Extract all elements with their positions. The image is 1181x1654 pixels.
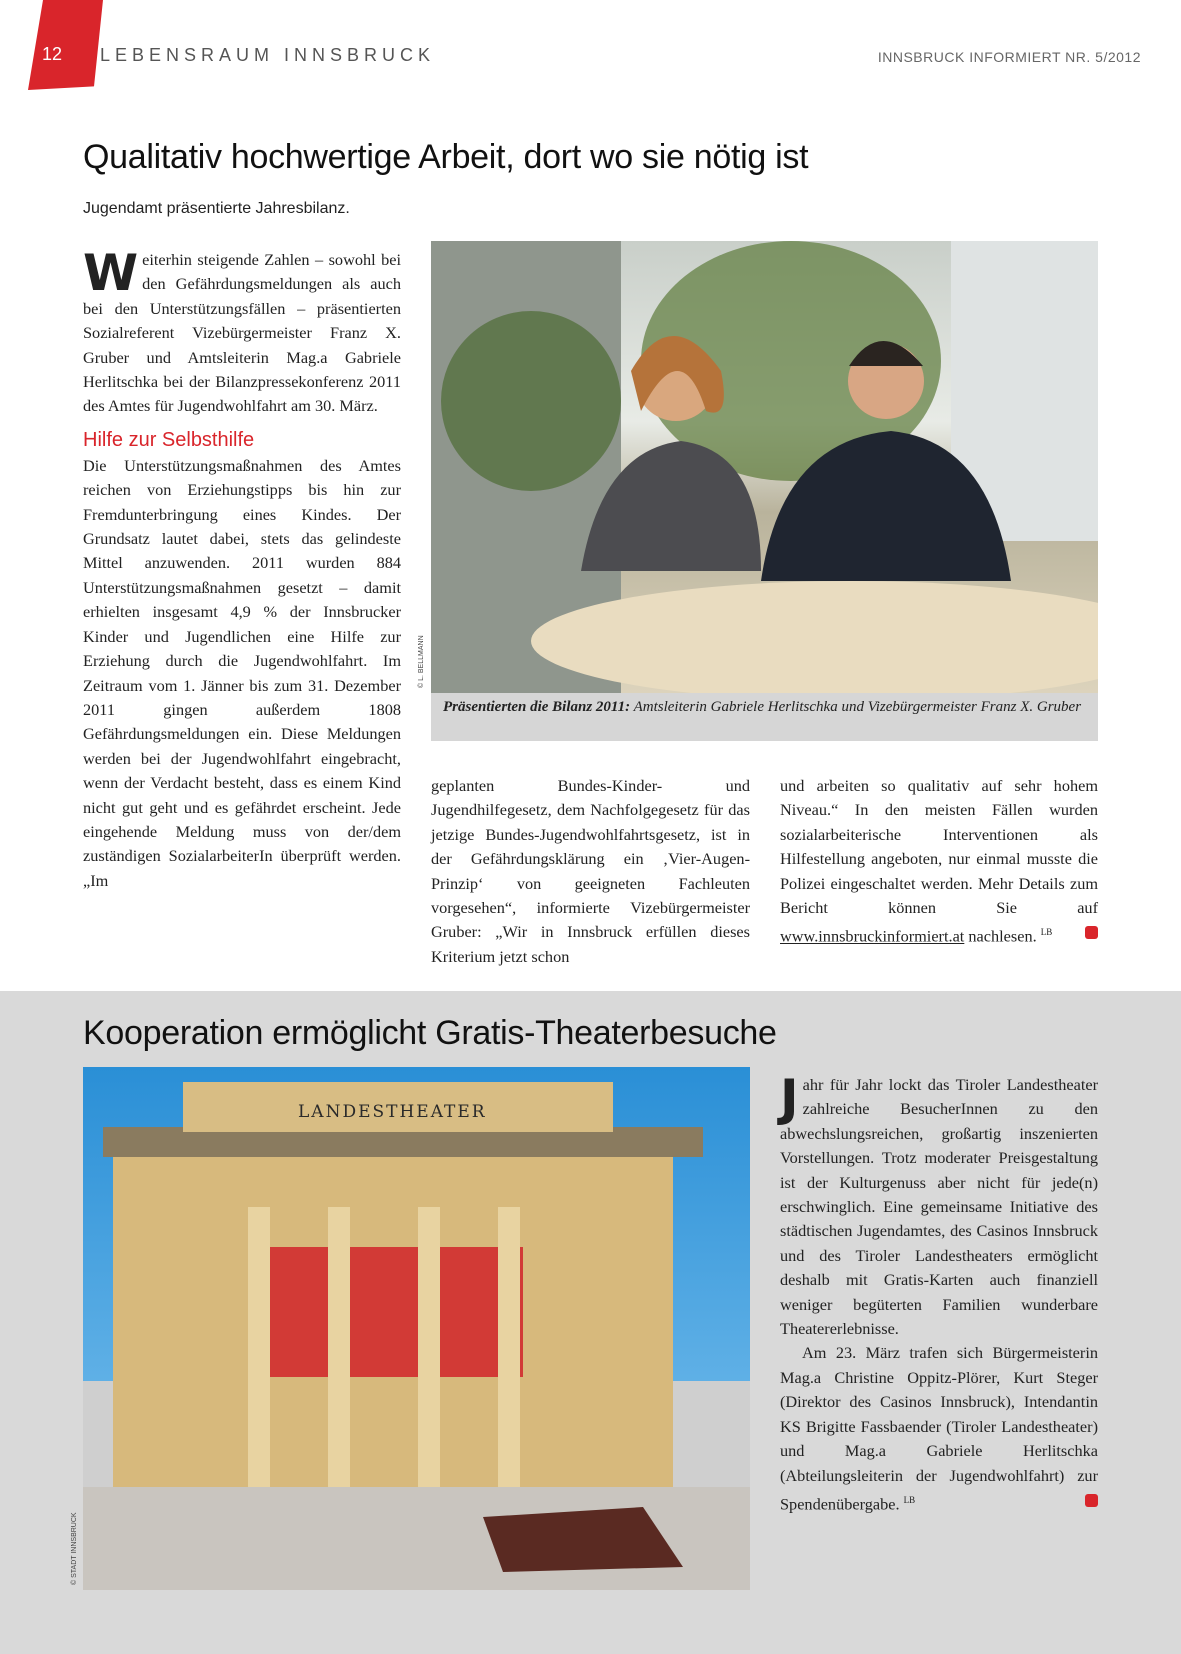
article2-title: Kooperation ermöglicht Gratis-Theaterbesuche: [83, 1014, 777, 1052]
photo-illustration: [431, 241, 1098, 693]
intro-text: eiterhin steigende Zahlen – sowohl bei den Gefährdungsmeldungen als auch bei den Unterstützungsfällen – präsentierten Sozialreferent Vizebürgermeister Franz X. Gruber und Amtsleiterin Mag.a Gabriele Herlitschka bei der Bilanzpressekonferenz 2011 des Amtes für Jugendwohlfahrt am 30. März.: [83, 250, 401, 416]
article-title: Qualitativ hochwertige Arbeit, dort wo sie nötig ist: [83, 138, 809, 176]
column-2: [431, 774, 750, 969]
end-mark-icon: [1085, 926, 1098, 939]
article-subtitle: Jugendamt präsentierte Jahresbilanz.: [83, 200, 350, 217]
drop-cap: W: [83, 244, 139, 302]
end-mark-icon: [1085, 1494, 1098, 1507]
drop-cap: J: [780, 1069, 799, 1127]
column-1: [83, 244, 401, 893]
body-text: und arbeiten so qualitativ auf sehr hohem Niveau.“ In den meisten Fällen wurden sozialarbeiterische Interventionen als Hilfestellung angeboten, nur einmal musste die Polizei eingeschaltet werden. Mehr Details zum Bericht können Sie auf: [780, 776, 1098, 918]
photo-credit: © L. BELLMANN: [418, 635, 425, 688]
website-link[interactable]: www.innsbruckinformiert.at: [780, 926, 965, 946]
article2-column: [780, 1069, 1098, 1517]
theater-illustration: [83, 1067, 750, 1590]
author-initials: LB: [1040, 927, 1053, 938]
body-text: Die Unterstützungsmaßnahmen des Amtes reichen von Erziehungstipps bis hin zur Fremdunterbringung eines Kindes. Der Grundsatz lautet dabei, stets das gelindeste Mittel anzuwenden. 2011 wurden 884 Unterstützungsmaßnahmen gesetzt – damit erhielten insgesamt 4,9 % der Innsbrucker Kinder und Jugendlichen eine Hilfe zur Erziehung durch die Jugendwohlfahrt. Im Zeitraum vom 1. Jänner bis zum 31. Dezember 2011 gingen außerdem 1808 Gefährdungsmeldungen ein. Diese Meldungen werden bei der Jugendwohlfahrt eingebracht, wenn der Verdacht besteht, dass es einem Kind nicht gut geht und es gefährdet erscheint. Jede eingehende Meldung muss von der/dem zuständigen SozialarbeiterIn überprüft werden. „Im: [83, 455, 401, 890]
body-text: geplanten Bundes-Kinder- und Jugendhilfegesetz, dem Nachfolgegesetz für das jetzige Bundes-Jugendwohlfahrtsgesetz, ist in der Gefährdungsklärung ein ‚Vier-Augen-Prinzip‘ von geeigneten Fachleuten vorgesehen“, informierte Vizebürgermeister Gruber: „Wir in Innsbruck erfüllen dieses Kriterium jetzt schon: [431, 776, 750, 966]
author-initials: LB: [903, 1494, 916, 1505]
page-number: 12: [42, 44, 63, 64]
theater-photo: [83, 1067, 750, 1590]
photo-credit: © STADT INNSBRUCK: [71, 1512, 78, 1585]
caption-bold: Präsentierten die Bilanz 2011:: [443, 699, 631, 715]
section-title: LEBENSRAUM INNSBRUCK: [100, 45, 436, 65]
caption-text: Amtsleiterin Gabriele Herlitschka und Vizebürgermeister Franz X. Gruber: [630, 699, 1082, 715]
subheading: Hilfe zur Selbsthilfe: [83, 428, 255, 451]
body-text: ahr für Jahr lockt das Tiroler Landestheater zahlreiche BesucherInnen zu den abwechslungsreichen, großartig inszenierten Vorstellungen. Trotz moderater Preisgestaltung ist der Kulturgenuss aber nicht für jede(n) erschwinglich. Eine gemeinsame Initiative des städtischen Jugendamtes, des Casinos Innsbruck und des Tiroler Landestheaters ermöglicht deshalb mit Gratis-Karten auch finanziell weniger begüterten Familien wunderbare Theatererlebnisse.: [780, 1075, 1098, 1339]
issue-label: INNSBRUCK INFORMIERT NR. 5/2012: [877, 49, 1141, 65]
meeting-photo: [431, 241, 1098, 693]
column-3: [780, 774, 1098, 949]
body-text-end: nachlesen.: [968, 926, 1037, 946]
photo-caption: [431, 693, 1098, 741]
body-text: Am 23. März trafen sich Bürgermeisterin Mag.a Christine Oppitz-Plörer, Kurt Steger (Direktor des Casinos Innsbruck), Intendantin KS Brigitte Fassbaender (Tiroler Landestheater) und Mag.a Gabriele Herlitschka (Abteilungsleiterin der Jugendwohlfahrt) zur Spendenübergabe.: [780, 1343, 1098, 1514]
theater-sign: LANDESTHEATER: [298, 1102, 487, 1122]
page-tab: [28, 0, 103, 90]
